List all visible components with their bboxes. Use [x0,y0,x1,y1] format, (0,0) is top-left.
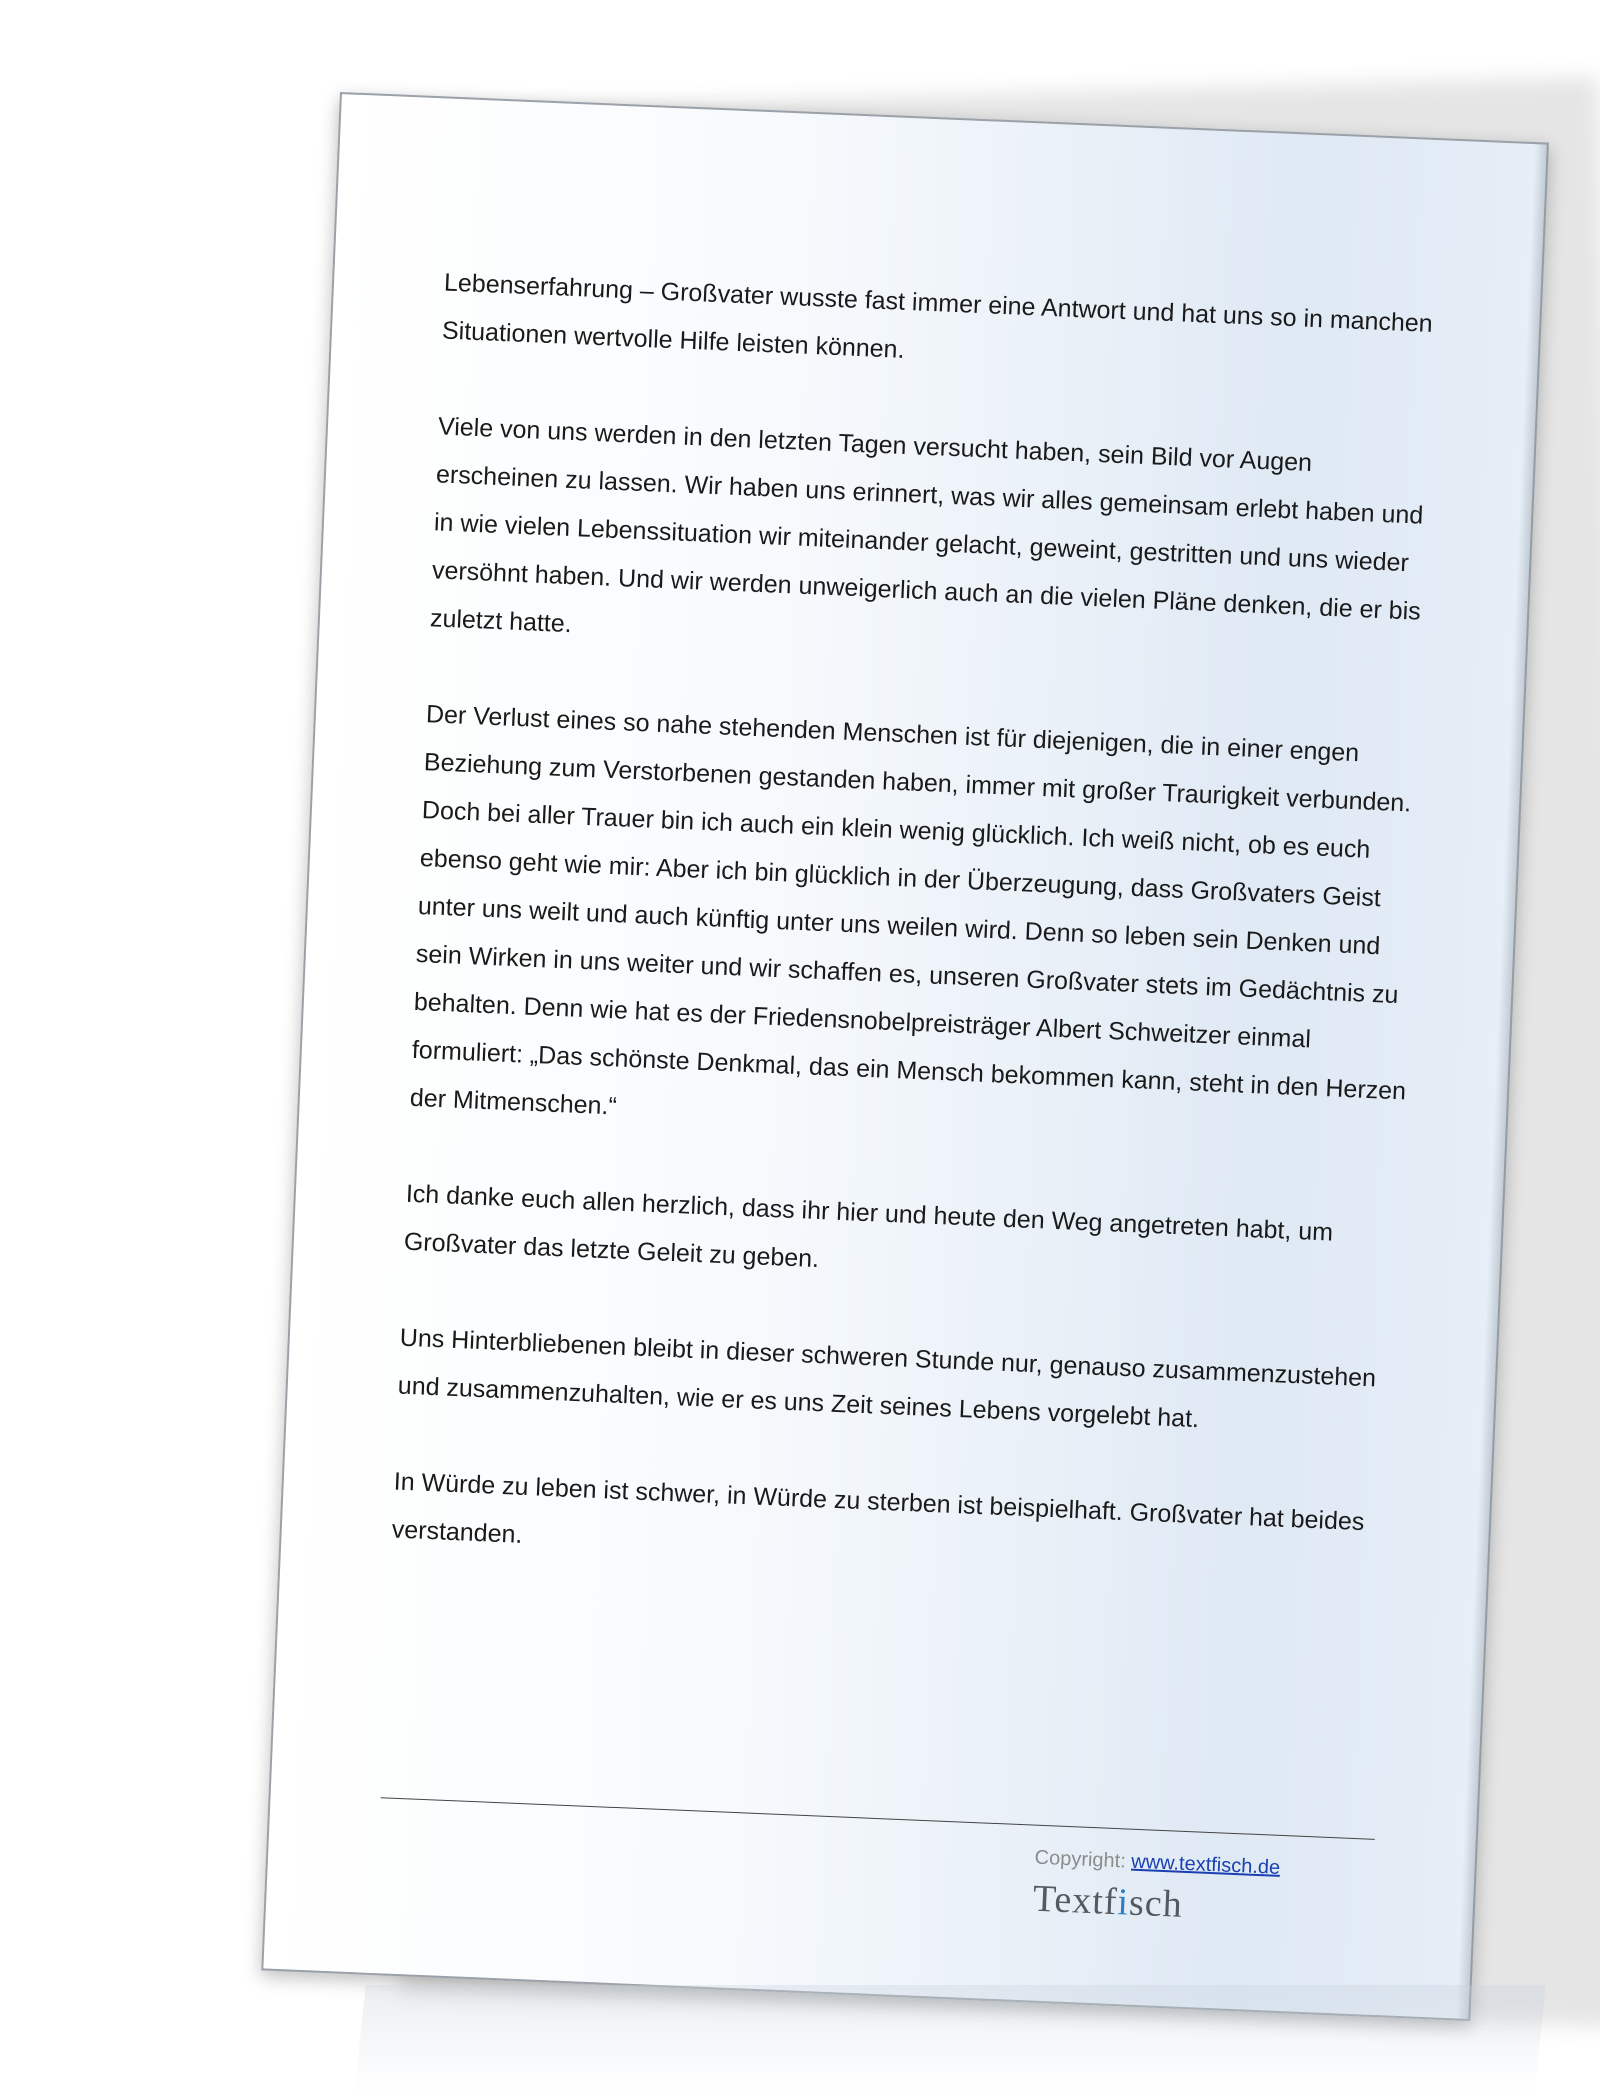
copyright-notice [1034,1847,1280,1880]
logo-text-left: Textf [1032,1877,1119,1924]
page-reflection [354,1985,1546,2095]
paragraph-6: In Würde zu leben ist schwer, in Würde zu sterben ist beispielhaft. Großvater hat beides verstanden. [391,1467,1365,1549]
textfisch-logo [1032,1877,1184,1927]
paragraph-2: Viele von uns werden in den letzten Tagen versucht haben, sein Bild vor Augen erscheinen zu lassen. Wir haben uns erinnert, was wir alles gemeinsam erlebt haben und in wie vielen Lebenssituation wir miteinander gelacht, geweint, gestritten und uns wieder versöhnt haben. Und wir werden unweigerlich auch an die vielen Pläne denken, die er bis zuletzt hatte. [429,412,1424,639]
copyright-link[interactable]: www.textfisch.de [1130,1850,1281,1879]
footer-divider [381,1797,1375,1840]
copyright-label: Copyright: [1034,1846,1127,1873]
logo-text-right: sch [1128,1881,1184,1926]
document-page [261,92,1549,2021]
paragraph-5: Uns Hinterbliebenen bleibt in dieser schweren Stunde nur, genauso zusammenzustehen und zusammenzuhalten, wie er es uns Zeit seines Lebens vorgelebt hat. [397,1323,1377,1434]
paragraph-4: Ich danke euch allen herzlich, dass ihr hier und heute den Weg angetreten habt, um Großvater das letzte Geleit zu geben. [403,1179,1334,1274]
paragraph-1: Lebenserfahrung – Großvater wusste fast immer eine Antwort und hat uns so in manchen Situationen wertvolle Hilfe leisten können. [441,268,1434,364]
fish-icon: i [1116,1881,1130,1924]
paragraph-3: Der Verlust eines so nahe stehenden Menschen ist für diejenigen, die in einer engen Beziehung zum Verstorbenen gestanden haben, immer mit großer Traurigkeit verbunden. Doch bei aller Trauer bin ich auch ein klein wenig glücklich. Ich weiß nicht, ob es euch ebenso geht wie mir: Aber ich bin glücklich in der Überzeugung, dass Großvaters Geist unter uns weilt und auch künftig unter uns weilen wird. Denn so leben sein Denken und sein Wirken in uns weiter und wir schaffen es, unseren Großvater stets im Gedächtnis zu behalten. Denn wie hat es der Friedensnobelpreisträger Albert Schweitzer einmal formuliert: „Das schönste Denkmal, das ein Mensch bekommen kann, steht in den Herzen der Mitmenschen.“ [409,700,1412,1121]
document-body [389,259,1444,1644]
